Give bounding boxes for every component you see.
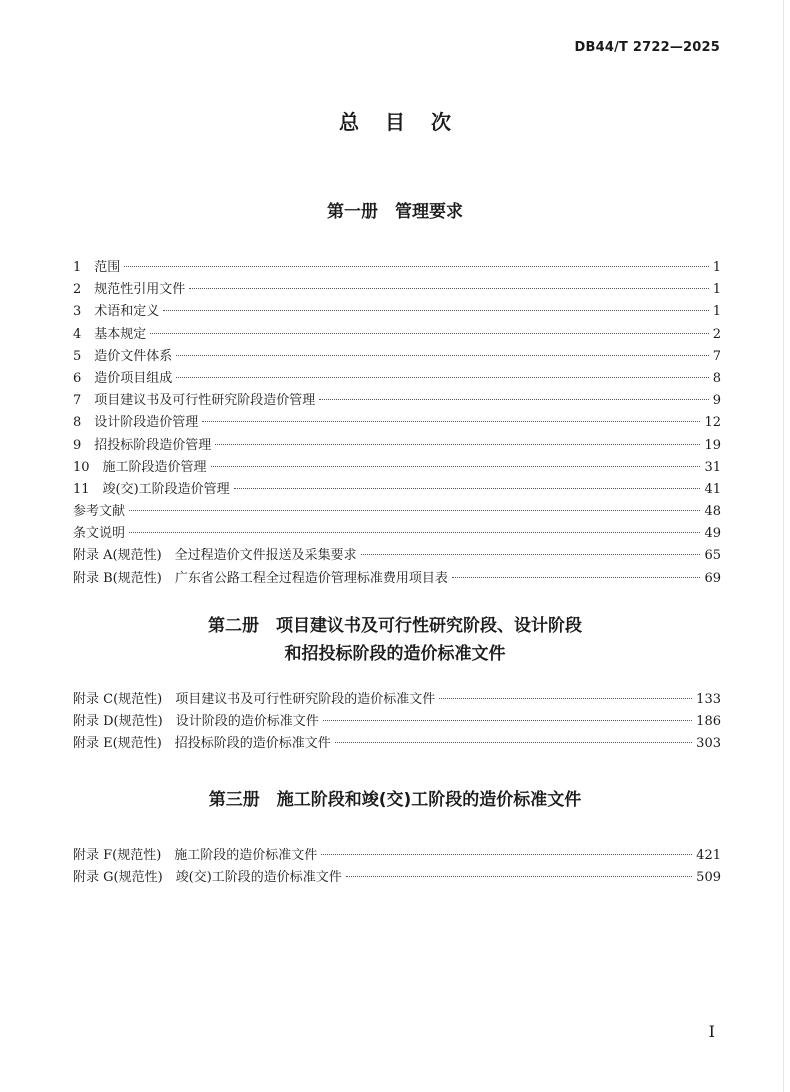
toc-leader-dots <box>215 444 700 445</box>
toc-entry-label: 附录 A(规范性) 全过程造价文件报送及采集要求 <box>73 548 357 564</box>
toc-entry-page: 65 <box>704 548 721 564</box>
toc-entry-page: 133 <box>696 692 721 707</box>
toc-entry-page: 12 <box>704 415 721 431</box>
volume1-heading: 第一册 管理要求 <box>327 202 463 222</box>
toc-leader-dots <box>150 333 708 334</box>
toc-entry-label: 条文说明 <box>73 526 126 542</box>
toc-entry-page: 421 <box>696 848 721 863</box>
toc-leader-dots <box>452 577 701 578</box>
toc-leader-dots <box>346 876 692 877</box>
toc-entry-label: 11 竣(交)工阶段造价管理 <box>73 481 230 497</box>
toc-entry-label: 6 造价项目组成 <box>73 370 173 386</box>
toc-entry-page: 31 <box>704 459 721 475</box>
toc-entry[interactable] <box>73 845 721 867</box>
toc-entry-page: 69 <box>704 570 721 586</box>
toc-entry-label: 附录 B(规范性) 广东省公路工程全过程造价管理标准费用项目表 <box>73 570 448 586</box>
toc-leader-dots <box>124 266 708 267</box>
toc-entry[interactable] <box>73 368 721 390</box>
toc-entry-page: 2 <box>712 326 721 342</box>
volume3-toc <box>73 845 721 889</box>
toc-entry[interactable] <box>73 479 721 501</box>
toc-entry[interactable] <box>73 545 721 567</box>
toc-leader-dots <box>176 377 708 378</box>
toc-leader-dots <box>361 554 701 555</box>
toc-entry-page: 1 <box>712 282 721 298</box>
toc-entry[interactable] <box>73 435 721 457</box>
toc-entry-label: 1 范围 <box>73 260 121 275</box>
toc-entry-label: 4 基本规定 <box>73 326 147 342</box>
toc-entry-label: 10 施工阶段造价管理 <box>73 459 207 475</box>
toc-entry-label: 附录 E(规范性) 招投标阶段的造价标准文件 <box>73 736 331 752</box>
volume1-toc <box>73 257 721 590</box>
toc-entry[interactable] <box>73 412 721 434</box>
toc-entry[interactable] <box>73 257 721 279</box>
toc-entry[interactable] <box>73 346 721 368</box>
toc-entry[interactable] <box>73 324 721 346</box>
toc-entry-label: 5 造价文件体系 <box>73 348 173 364</box>
toc-leader-dots <box>439 698 692 699</box>
toc-entry-label: 9 招投标阶段造价管理 <box>73 437 212 453</box>
toc-entry-page: 303 <box>696 736 721 752</box>
toc-leader-dots <box>129 510 700 511</box>
toc-entry[interactable] <box>73 279 721 301</box>
toc-leader-dots <box>323 720 692 721</box>
volume3-heading: 第三册 施工阶段和竣(交)工阶段的造价标准文件 <box>208 790 582 810</box>
toc-entry[interactable] <box>73 733 721 755</box>
toc-entry-page: 49 <box>704 526 721 542</box>
toc-entry-page: 1 <box>712 304 721 320</box>
toc-leader-dots <box>129 532 700 533</box>
toc-leader-dots <box>211 466 701 467</box>
toc-entry-label: 3 术语和定义 <box>73 304 160 320</box>
toc-leader-dots <box>189 288 708 289</box>
toc-entry-page: 8 <box>712 370 721 386</box>
volume2-toc <box>73 689 721 756</box>
toc-entry-page: 48 <box>704 504 721 520</box>
toc-entry-label: 附录 C(规范性) 项目建议书及可行性研究阶段的造价标准文件 <box>73 692 436 707</box>
toc-entry-page: 7 <box>712 348 721 364</box>
standard-code: DB44/T 2722—2025 <box>574 40 720 55</box>
toc-leader-dots <box>202 421 700 422</box>
volume2-heading-line2: 和招投标阶段的造价标准文件 <box>284 644 506 664</box>
toc-leader-dots <box>234 488 701 489</box>
volume2-heading <box>0 612 790 668</box>
toc-leader-dots <box>335 742 692 743</box>
page-edge <box>783 0 784 1092</box>
toc-leader-dots <box>163 310 708 311</box>
toc-entry-label: 8 设计阶段造价管理 <box>73 415 199 431</box>
toc-leader-dots <box>176 355 708 356</box>
toc-leader-dots <box>319 399 708 400</box>
toc-leader-dots <box>321 854 692 855</box>
toc-entry-label: 附录 F(规范性) 施工阶段的造价标准文件 <box>73 848 318 863</box>
toc-entry[interactable] <box>73 390 721 412</box>
toc-entry[interactable] <box>73 711 721 733</box>
page-title: 总目次 <box>339 110 477 134</box>
toc-entry-page: 9 <box>712 393 721 409</box>
toc-entry[interactable] <box>73 523 721 545</box>
toc-entry[interactable] <box>73 689 721 711</box>
toc-entry-label: 7 项目建议书及可行性研究阶段造价管理 <box>73 393 316 409</box>
page-folio: I <box>708 1022 715 1041</box>
toc-entry-page: 1 <box>712 260 721 275</box>
toc-entry[interactable] <box>73 457 721 479</box>
toc-entry[interactable] <box>73 568 721 590</box>
toc-entry-label: 2 规范性引用文件 <box>73 282 186 298</box>
toc-entry-page: 186 <box>696 714 721 730</box>
toc-entry[interactable] <box>73 867 721 889</box>
toc-entry-page: 19 <box>704 437 721 453</box>
toc-entry-label: 附录 D(规范性) 设计阶段的造价标准文件 <box>73 714 319 730</box>
toc-entry-label: 附录 G(规范性) 竣(交)工阶段的造价标准文件 <box>73 870 342 886</box>
toc-entry-page: 41 <box>704 481 721 497</box>
toc-entry-label: 参考文献 <box>73 504 126 520</box>
toc-entry[interactable] <box>73 501 721 523</box>
toc-entry-page: 509 <box>696 870 721 886</box>
toc-entry[interactable] <box>73 301 721 323</box>
volume2-heading-line1: 第二册 项目建议书及可行性研究阶段、设计阶段 <box>208 616 582 636</box>
